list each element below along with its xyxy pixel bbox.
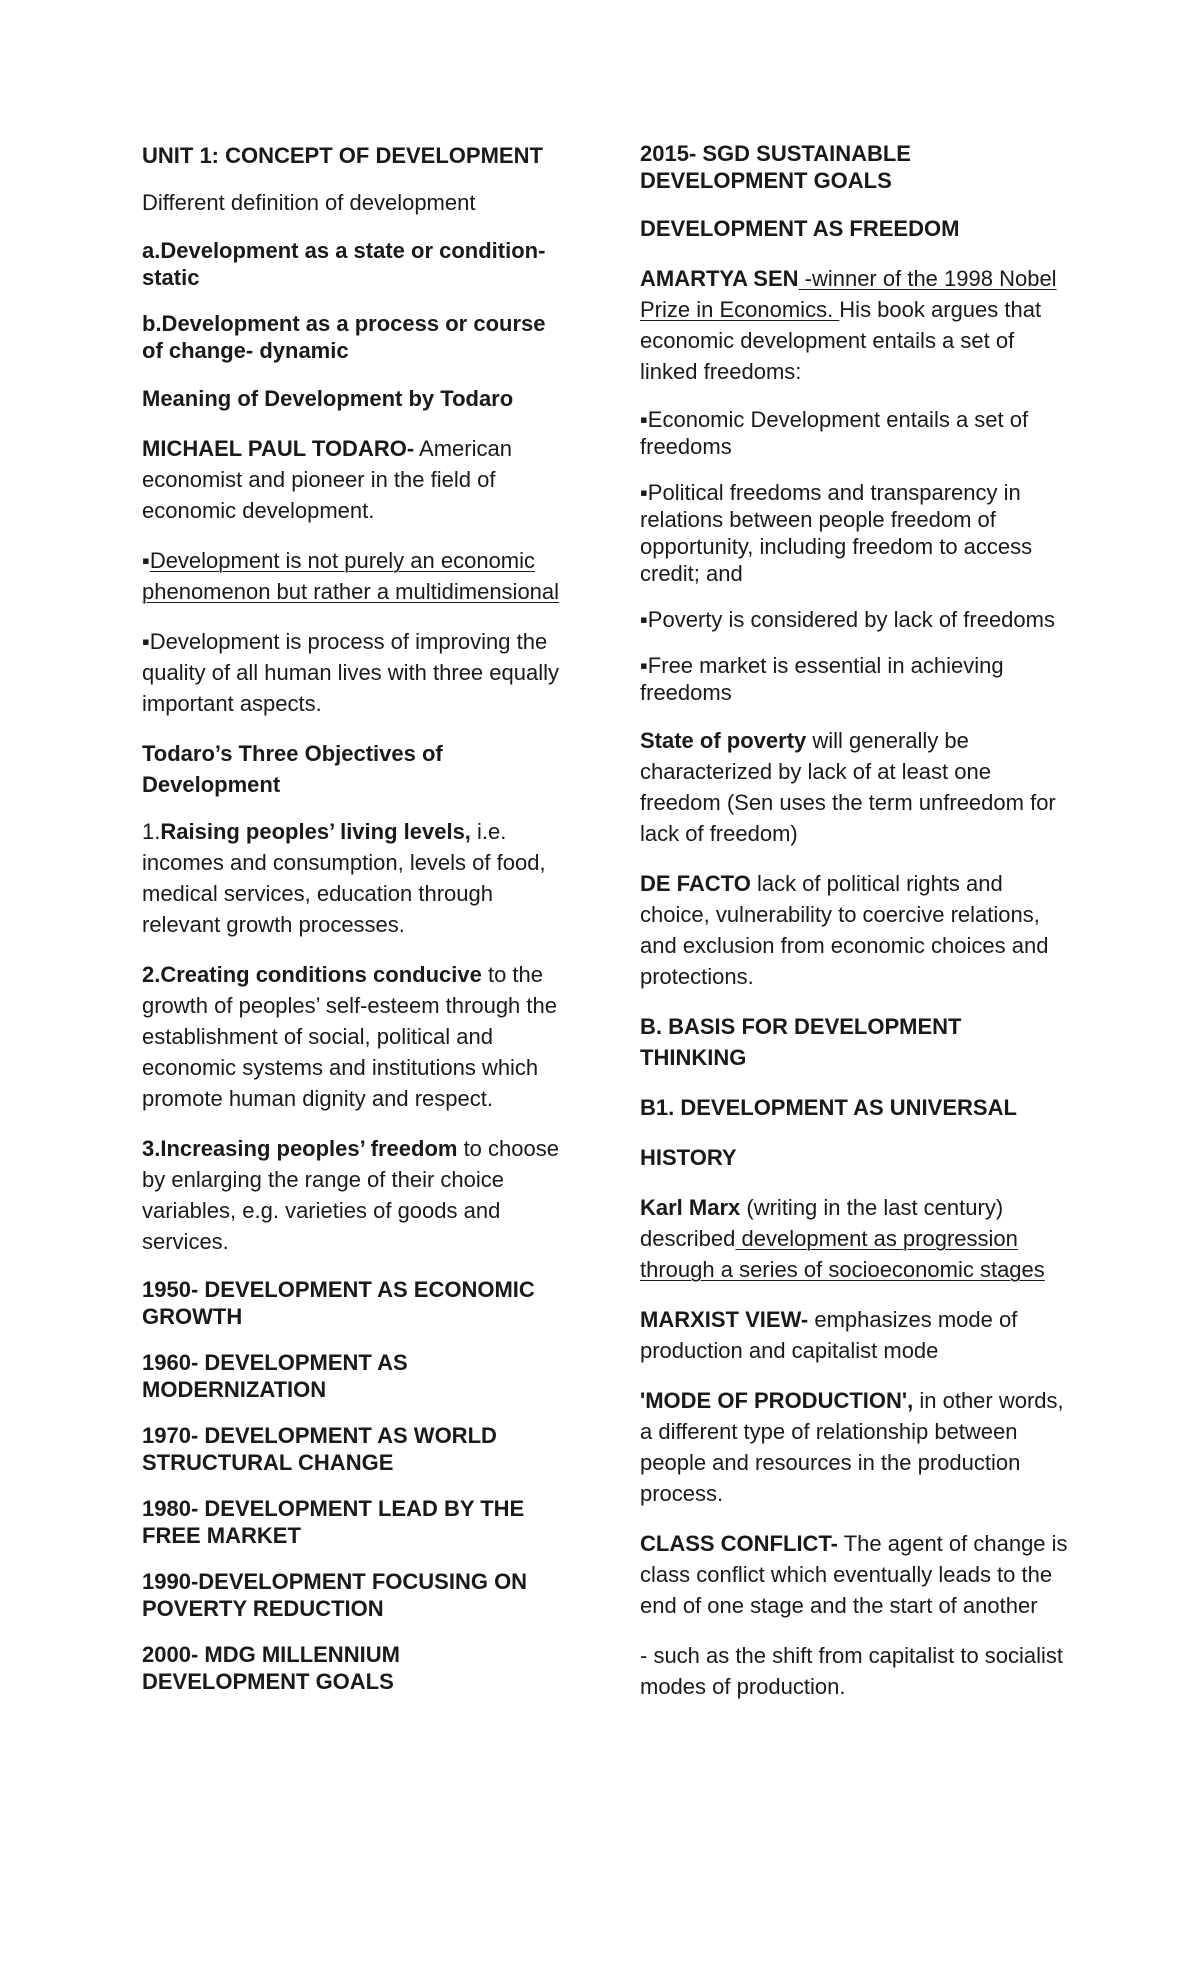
marxist-view-term: MARXIST VIEW-	[640, 1307, 809, 1332]
objectives-heading: Todaro’s Three Objectives of Development	[142, 741, 443, 797]
defacto-paragraph	[640, 868, 1070, 992]
marx-name: Karl Marx	[640, 1195, 741, 1220]
marxist-view-paragraph	[640, 1304, 1070, 1366]
marxist-view-text: emphasizes mode of production and capitalist mode	[640, 1307, 1018, 1363]
objective-1	[142, 816, 572, 940]
objective-2-text: to the growth of peoples’ self-esteem through the establishment of social, political and economic systems and institutions which promote human dignity and respect.	[142, 962, 557, 1111]
bullet-multidimensional	[142, 545, 572, 607]
freedom-bullet-market: ▪Free market is essential in achieving freedoms	[640, 653, 1004, 705]
bullet-multidimensional-text: Development is not purely an economic phenomenon but rather a multidimensional	[142, 548, 560, 604]
timeline-1970: 1970- DEVELOPMENT AS WORLD STRUCTURAL CHANGE	[142, 1423, 497, 1475]
mode-of-production-term: 'MODE OF PRODUCTION',	[640, 1388, 914, 1413]
history-heading: HISTORY	[640, 1145, 737, 1170]
poverty-term: State of poverty	[640, 728, 807, 753]
poverty-paragraph	[640, 725, 1070, 849]
freedom-heading: DEVELOPMENT AS FREEDOM	[640, 216, 960, 241]
timeline-2000: 2000- MDG MILLENNIUM DEVELOPMENT GOALS	[142, 1642, 400, 1694]
objective-3-text: to choose by enlarging the range of their choice variables, e.g. varieties of goods and services.	[142, 1136, 559, 1254]
class-conflict-paragraph	[640, 1528, 1070, 1621]
timeline-2015: 2015- SGD SUSTAINABLE DEVELOPMENT GOALS	[640, 141, 911, 193]
sen-text: His book argues that economic development entails a set of linked freedoms:	[640, 297, 1042, 384]
different-definition-text: Different definition of development	[142, 190, 476, 215]
class-conflict-text: The agent of change is class conflict which eventually leads to the end of one stage and the start of another	[640, 1531, 1068, 1618]
basis-heading: B. BASIS FOR DEVELOPMENT THINKING	[640, 1014, 962, 1070]
objective-2-title: 2.Creating conditions conducive	[142, 962, 482, 987]
sen-name: AMARTYA SEN	[640, 266, 799, 291]
objective-3-title: 3.Increasing peoples’ freedom	[142, 1136, 458, 1161]
universal-heading: B1. DEVELOPMENT AS UNIVERSAL	[640, 1095, 1017, 1120]
mode-of-production-paragraph	[640, 1385, 1070, 1509]
definition-a: a.Development as a state or condition-static	[142, 238, 546, 290]
left-column	[142, 140, 572, 1714]
defacto-text: lack of political rights and choice, vulnerability to coercive relations, and exclusion from economic choices and protections.	[640, 871, 1049, 989]
timeline-1950: 1950- DEVELOPMENT AS ECONOMIC GROWTH	[142, 1277, 535, 1329]
freedom-bullet-economic: ▪Economic Development entails a set of freedoms	[640, 407, 1029, 459]
timeline-1960: 1960- DEVELOPMENT AS MODERNIZATION	[142, 1350, 408, 1402]
sen-paragraph	[640, 263, 1070, 387]
timeline-1990: 1990-DEVELOPMENT FOCUSING ON POVERTY REDUCTION	[142, 1569, 528, 1621]
definition-b: b.Development as a process or course of change- dynamic	[142, 311, 546, 363]
objective-1-title: Raising peoples’ living levels,	[160, 819, 471, 844]
todaro-paragraph	[142, 433, 572, 526]
class-conflict-term: CLASS CONFLICT-	[640, 1531, 838, 1556]
bullet-mark: ▪	[142, 548, 150, 573]
meaning-heading: Meaning of Development by Todaro	[142, 386, 514, 411]
todaro-name: MICHAEL PAUL TODARO-	[142, 436, 415, 461]
freedom-bullet-political: ▪Political freedoms and transparency in relations between people freedom of opportunity, including freedom to access credit; and	[640, 480, 1033, 586]
objective-1-number: 1.	[142, 819, 161, 844]
mode-of-production-text: in other words, a different type of relationship between people and resources in the production process.	[640, 1388, 1064, 1506]
sen-nobel: -winner of the 1998 Nobel Prize in Economics.	[640, 266, 1057, 322]
right-column	[640, 140, 1070, 1721]
shift-paragraph: - such as the shift from capitalist to socialist modes of production.	[640, 1643, 1064, 1699]
bullet-quality-of-life: ▪Development is process of improving the quality of all human lives with three equally important aspects.	[142, 629, 560, 716]
unit-title: UNIT 1: CONCEPT OF DEVELOPMENT	[142, 143, 543, 168]
marx-paragraph	[640, 1192, 1070, 1285]
poverty-text: will generally be characterized by lack of at least one freedom (Sen uses the term unfreedom for lack of freedom)	[640, 728, 1056, 846]
marx-text: (writing in the last century) described	[640, 1195, 1004, 1251]
marx-stages: development as progression through a series of socioeconomic stages	[640, 1226, 1045, 1282]
objective-1-text: i.e. incomes and consumption, levels of food, medical services, education through relevant growth processes.	[142, 819, 546, 937]
todaro-description: American economist and pioneer in the field of economic development.	[142, 436, 512, 523]
freedom-bullet-poverty: ▪Poverty is considered by lack of freedoms	[640, 607, 1055, 632]
objective-2	[142, 959, 572, 1114]
timeline-1980: 1980- DEVELOPMENT LEAD BY THE FREE MARKET	[142, 1496, 525, 1548]
objective-3	[142, 1133, 572, 1257]
defacto-term: DE FACTO	[640, 871, 751, 896]
